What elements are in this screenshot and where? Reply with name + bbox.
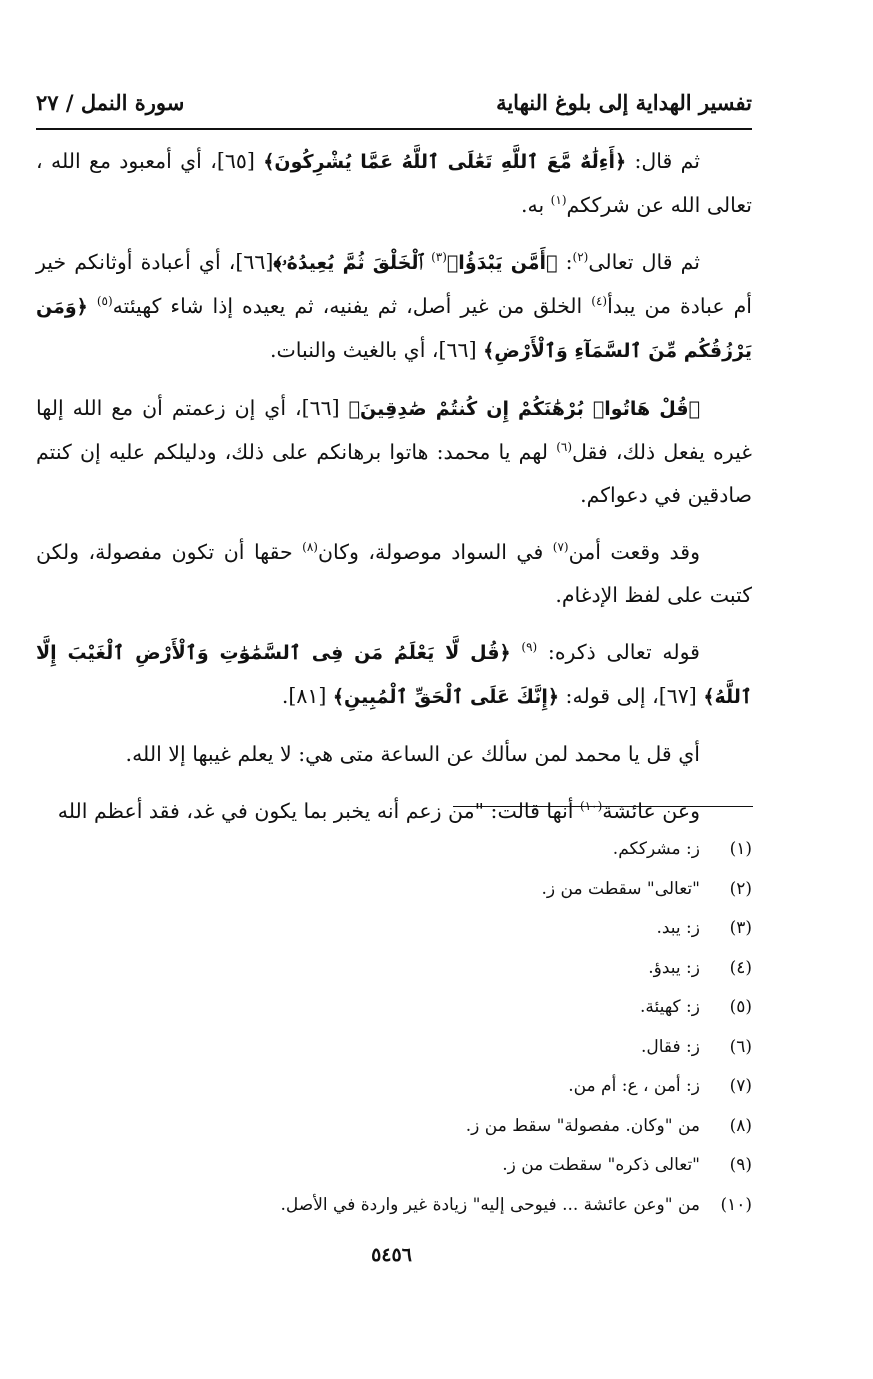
footnote-marker: (٧) [552, 540, 569, 555]
footnote-number: (٦) [729, 1036, 752, 1057]
footnote-text: ز: فقال. [640, 1036, 700, 1057]
footnote-item [36, 1028, 752, 1068]
quran-verse: ﴿قُلْ هَاتُوا۟ بُرْهَٰنَكُمْ إِن كُنتُمْ صَٰدِقِينَ﴾ [348, 398, 701, 420]
footnote-number: (٤) [729, 957, 752, 978]
footnote-text: من "وعن عائشة ... فيوحى إليه" زيادة غير واردة في الأصل. [280, 1194, 700, 1215]
footnote-number: (٥) [729, 997, 752, 1017]
paragraph-1 [36, 140, 752, 227]
text-run: أنها قالت: "من زعم أنه يخبر بما يكون في غد، فقد أعظم الله [57, 799, 581, 823]
text-run: ثم قال تعالى [588, 250, 700, 274]
footnote-number: (١) [729, 839, 752, 859]
quran-verse: ٱلْخَلْقَ ثُمَّ يُعِيدُهُۥ﴾ [273, 252, 432, 274]
text-run: وعن عائشة [602, 799, 700, 823]
footnote-marker: (٦) [556, 440, 573, 455]
page-number: ٥٤٥٦ [371, 1244, 412, 1266]
footnote-item [36, 830, 752, 870]
running-header [36, 80, 752, 124]
paragraph-2 [36, 241, 752, 373]
footnote-item [36, 1186, 752, 1226]
footnote-marker: (٨) [302, 540, 318, 555]
footnote-text: ز: يبد. [656, 918, 700, 938]
text-run: [٦٥]، أي أمعبود مع الله ، تعالى الله عن شرككم [36, 149, 752, 217]
footnote-item [36, 949, 752, 989]
book-title: تفسير الهداية إلى بلوغ النهاية [496, 89, 752, 115]
footnote-number: (٨) [729, 1115, 752, 1136]
paragraph-5 [36, 631, 752, 719]
text-run: [٦٦]، أي بالغيث والنبات. [269, 338, 484, 362]
footnote-marker: (٩) [521, 640, 538, 655]
text-run: [٦٧]، إلى قوله: [559, 684, 704, 708]
footnote-text: من "وكان. مفصولة" سقط من ز. [465, 1115, 700, 1136]
text-run: لهم يا محمد: هاتوا برهانكم على ذلك، ودليلكم عليه إن كنتم صادقين في دعواكم. [36, 440, 752, 507]
footnote-marker: (٥) [96, 294, 113, 309]
text-run: : [557, 250, 573, 274]
footnote-number: (٧) [729, 1076, 752, 1096]
surah-label: سورة النمل / ٢٧ [36, 89, 185, 115]
footnote-number: (٩) [729, 1155, 752, 1175]
footnote-number: (٣) [729, 918, 752, 938]
paragraph-4 [36, 531, 752, 617]
footnote-text: "تعالى ذكره" سقطت من ز. [502, 1155, 700, 1175]
text-run: ثم قال: [626, 149, 701, 173]
main-text [36, 140, 752, 847]
footnotes [36, 830, 752, 1225]
footnote-item [36, 1067, 752, 1107]
header-rule [36, 128, 752, 130]
footnote-item [36, 870, 752, 910]
footnote-marker: (٢) [572, 250, 589, 265]
quran-verse: ﴿أَءِلَٰهٌ مَّعَ ٱللَّهِ تَعَٰلَى ٱللَّهُ عَمَّا يُشْرِكُونَ﴾ [263, 151, 627, 173]
quran-verse: ﴿إِنَّكَ عَلَى ٱلْحَقِّ ٱلْمُبِينِ﴾ [332, 686, 560, 708]
footnote-marker: (١) [550, 193, 567, 208]
text-run [88, 294, 97, 318]
footnote-separator [453, 806, 753, 807]
paragraph-3 [36, 387, 752, 517]
footnote-text: ز: كهيئة. [639, 997, 700, 1017]
text-run: [٨١]. [281, 684, 333, 708]
text-run: قوله تعالى ذكره: [537, 640, 700, 664]
paragraph-6 [36, 733, 752, 776]
quran-verse: ﴿أَمَّن يَبْدَؤُا۟ [446, 252, 558, 274]
footnote-number: (٢) [729, 878, 752, 899]
footnote-item [36, 1107, 752, 1147]
text-run: أي قل يا محمد لمن سألك عن الساعة متى هي: لا يعلم غيبها إلا الله. [125, 742, 700, 766]
footnote-marker: (١٠) [580, 799, 603, 814]
text-run [511, 640, 522, 664]
footnote-item [36, 909, 752, 949]
footnote-marker: (٤) [591, 294, 608, 309]
text-run: به. [520, 193, 551, 217]
text-run: [٦٦]، أي إن زعمتم أن مع الله إلها غيره يفعل ذلك، فقل [36, 396, 752, 464]
paragraph-7 [36, 790, 752, 833]
footnote-item [36, 988, 752, 1028]
footnote-text: ز: مشرككم. [612, 839, 700, 859]
footnote-text: ز: أمن ، ع: أم من. [568, 1076, 700, 1096]
quran-verse: ﴿وَمَن يَرْزُقُكُم مِّنَ ٱلسَّمَآءِ وَٱلْأَرْضِ﴾ [36, 296, 752, 362]
text-run: وقد وقعت أمن [568, 540, 701, 564]
text-run: حقها أن تكون مفصولة، ولكن كتبت على لفظ الإدغام. [36, 540, 752, 607]
text-run: الخلق من غير أصل، ثم يفنيه، ثم يعيده إذا شاء كهيئته [112, 294, 592, 318]
text-run: في السواد موصولة، وكان [317, 540, 553, 564]
footnote-text: ز: يبدؤ. [648, 957, 700, 978]
text-run: [٦٦]، أي أعبادة أوثانكم خير أم عبادة من يبدأ [36, 250, 752, 318]
footnote-text: "تعالى" سقطت من ز. [541, 878, 700, 899]
quran-verse: ﴿قُل لَّا يَعْلَمُ مَن فِى ٱلسَّمَٰوَٰتِ وَٱلْأَرْضِ ٱلْغَيْبَ إِلَّا ٱللَّهُ﴾ [36, 642, 752, 708]
footnote-number: (١٠) [720, 1194, 752, 1215]
footnote-item [36, 1146, 752, 1186]
footnote-marker: (٣) [431, 250, 447, 265]
